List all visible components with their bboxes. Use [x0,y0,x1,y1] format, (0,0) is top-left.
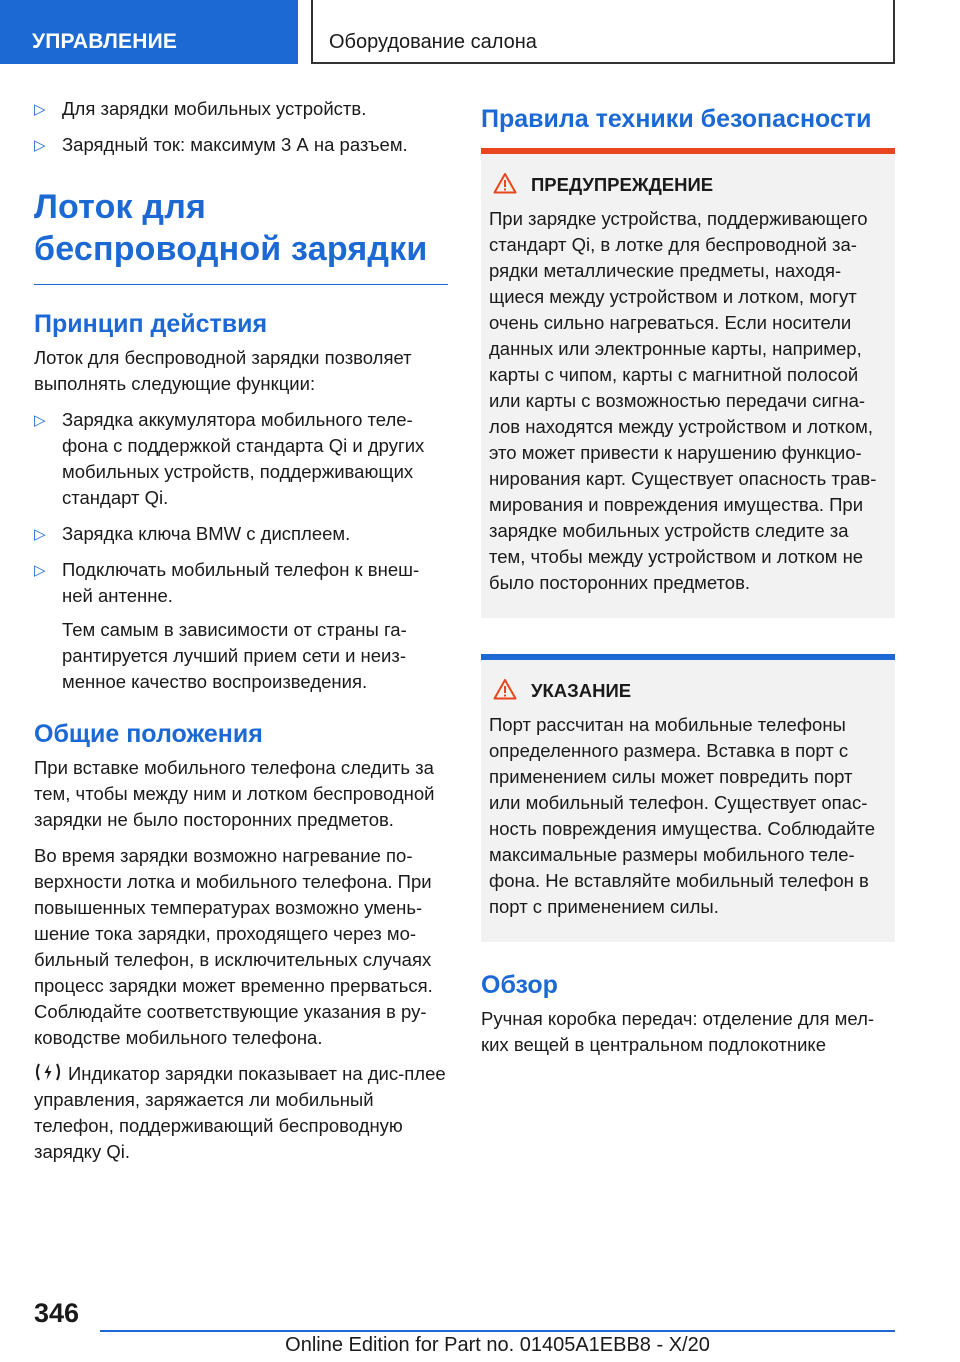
section-heading-overview: Обзор [481,971,558,999]
list-item [34,407,448,511]
charging-indicator-paragraph [34,1061,448,1165]
triangle-bullet-icon: ▷ [34,101,46,118]
triangle-bullet-icon: ▷ [34,137,46,154]
notice-text: Порт рассчитан на мобильные телефоны определенного размера. Вставка в порт с применением силы может повредить порт или мобильный телефон. Существует опас-ность повреждения имущества. Соблюдайте максимальные размеры мобильного теле-фона. Не вставляйте мобильный телефон в порт с применением силы. [489,714,876,917]
principle-intro: Лоток для беспроводной зарядки позволяет выполнять следующие функции: [34,347,412,394]
notice-triangle-icon [493,678,517,700]
list-item [34,557,448,695]
warning-text: При зарядке устройства, поддерживающего стандарт Qi, в лотке для беспроводной за-рядки металлические предметы, находя-щиеся между устройством и лотком, могут очень сильно нагреваться. Если носители данных или электронные карты, например, карты с чипом, карты с магнитной полосой или карты с возможностью передачи сигна-лов находятся между устройством и лотком, это может привести к нарушению функцио-нирования карт. Существует опасность трав-мирования и повреждения имущества. При зарядке мобильных устройств следите за тем, чтобы между устройством и лотком не было посторонних предметов. [489,208,877,593]
notice-box [481,660,895,942]
list-item [34,96,448,122]
page-number: 346 [34,1298,80,1328]
triangle-bullet-icon: ▷ [34,412,46,429]
charging-indicator-text: Индикатор зарядки показывает на дис-плее управления, заряжается ли мобильный телефон, поддерживающий беспроводную зарядку Qi. [34,1063,446,1162]
wireless-charging-icon [34,1061,62,1083]
section-heading-general: Общие положения [34,720,263,748]
notice-title: УКАЗАНИЕ [531,680,632,701]
left-column [34,96,448,1175]
warning-title-row [489,172,887,198]
footer-edition: Online Edition for Part no. 01405A1EBB8 - X/20 [285,1334,710,1356]
section-heading-safety: Правила техники безопасности [481,104,895,154]
header-chapter-title: Оборудование салона [311,0,895,64]
right-column [481,96,895,1068]
bullet-text: Подключать мобильный телефон к внеш-ней антенне. [62,559,420,606]
notice-title-row [489,678,887,704]
header-section-label: УПРАВЛЕНИЕ [0,0,298,64]
triangle-bullet-icon: ▷ [34,526,46,543]
warning-triangle-icon [493,172,517,194]
warning-box [481,154,895,618]
bullet-text: Зарядка аккумулятора мобильного теле-фона с поддержкой стандарта Qi и других мобильных устройств, поддерживающих стандарт Qi. [62,409,425,508]
general-paragraph-2: Во время зарядки возможно нагревание по-верхности лотка и мобильного телефона. При повышенных температурах возможно умень-шение тока зарядки, проходящего через мо-бильный телефон, в исключительных случаях процесс зарядки может временно прерваться. Соблюдайте соответствующие указания в ру-ководстве мобильного телефона. [34,845,433,1048]
warning-title: ПРЕДУПРЕЖДЕНИЕ [531,174,714,195]
bullet-text: Зарядка ключа BMW с дисплеем. [62,523,351,544]
section-heading-principle: Принцип действия [34,310,268,338]
overview-text: Ручная коробка передач: отделение для мел-ких вещей в центральном подлокотнике [481,1008,875,1055]
footer-divider [100,1330,895,1332]
page-title: Лоток для беспроводной зарядки [34,186,448,285]
triangle-bullet-icon: ▷ [34,562,46,579]
bullet-text: Зарядный ток: максимум 3 А на разъем. [62,134,408,155]
bullet-text: Для зарядки мобильных устройств. [62,98,367,119]
bullet-subtext: Тем самым в зависимости от страны га-рантируется лучший прием сети и неиз-менное качество воспроизведения. [62,619,407,692]
list-item [34,521,448,547]
list-item [34,132,448,158]
general-paragraph-1: При вставке мобильного телефона следить за тем, чтобы между ним и лотком беспроводной зарядки не было посторонних предметов. [34,757,435,830]
